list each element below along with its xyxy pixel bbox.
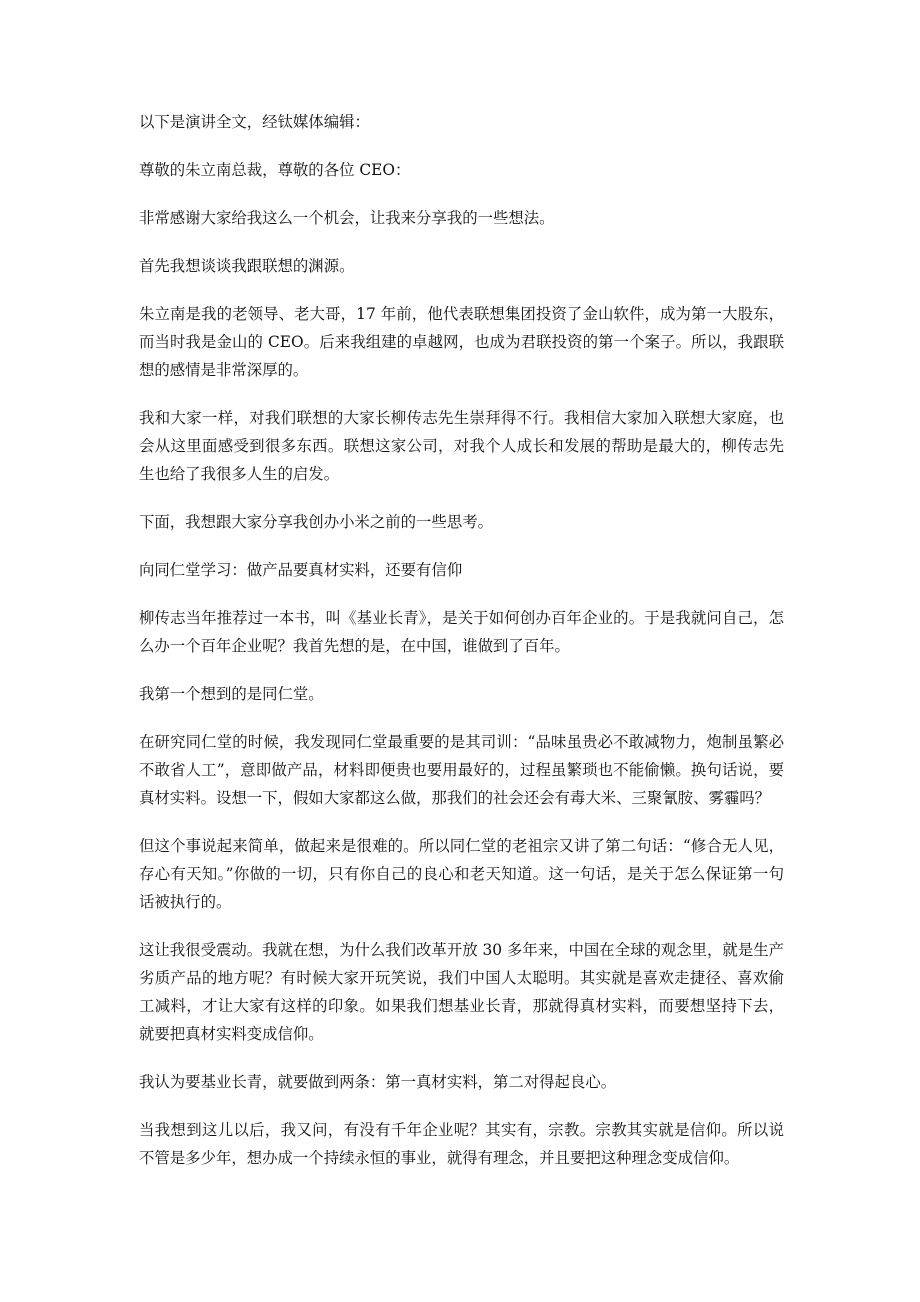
paragraph: 在研究同仁堂的时候，我发现同仁堂最重要的是其司训：“品味虽贵必不敢减物力，炮制虽繁必不敢省人工”，意即做产品，材料即便贵也要用最好的，过程虽繁琐也不能偷懒。换句话说，要真材实料。设想一下，假如大家都这么做，那我们的社会还会有毒大米、三聚氰胺、雾霾吗？ [139, 733, 784, 807]
section-heading: 向同仁堂学习：做产品要真材实料，还要有信仰 [139, 561, 463, 579]
paragraph-intro: 以下是演讲全文，经钛媒体编辑： [139, 113, 370, 131]
paragraph: 朱立南是我的老领导、老大哥，17 年前，他代表联想集团投资了金山软件，成为第一大股东，而当时我是金山的 CEO。后来我组建的卓越网，也成为君联投资的第一个案子。所以，我跟联想的感情是非常深厚的。 [139, 305, 784, 379]
paragraph: 下面，我想跟大家分享我创办小米之前的一些思考。 [139, 513, 493, 531]
document-body [139, 108, 784, 1192]
paragraph: 我和大家一样，对我们联想的大家长柳传志先生崇拜得不行。我相信大家加入联想大家庭，也会从这里面感受到很多东西。联想这家公司，对我个人成长和发展的帮助是最大的，柳传志先生也给了我很多人生的启发。 [139, 409, 784, 483]
paragraph: 柳传志当年推荐过一本书，叫《基业长青》，是关于如何创办百年企业的。于是我就问自己，怎么办一个百年企业呢？我首先想的是，在中国，谁做到了百年。 [139, 609, 784, 655]
paragraph: 这让我很受震动。我就在想，为什么我们改革开放 30 多年来，中国在全球的观念里，就是生产劣质产品的地方呢？有时候大家开玩笑说，我们中国人太聪明。其实就是喜欢走捷径、喜欢偷工减料，才让大家有这样的印象。如果我们想基业长青，那就得真材实料，而要想坚持下去，就要把真材实料变成信仰。 [139, 941, 784, 1043]
paragraph-salutation: 尊敬的朱立南总裁，尊敬的各位 CEO： [139, 161, 411, 179]
paragraph: 但这个事说起来简单，做起来是很难的。所以同仁堂的老祖宗又讲了第二句话：“修合无人见，存心有天知。”你做的一切，只有你自己的良心和老天知道。这一句话，是关于怎么保证第一句话被执行的。 [139, 837, 784, 911]
paragraph: 我第一个想到的是同仁堂。 [139, 685, 324, 703]
paragraph: 我认为要基业长青，就要做到两条：第一真材实料，第二对得起良心。 [139, 1073, 617, 1091]
paragraph-thanks: 非常感谢大家给我这么一个机会，让我来分享我的一些想法。 [139, 209, 555, 227]
paragraph: 首先我想谈谈我跟联想的渊源。 [139, 257, 355, 275]
paragraph: 当我想到这儿以后，我又问，有没有千年企业呢？其实有，宗教。宗教其实就是信仰。所以说不管是多少年，想办成一个持续永恒的事业，就得有理念，并且要把这种理念变成信仰。 [139, 1121, 784, 1167]
